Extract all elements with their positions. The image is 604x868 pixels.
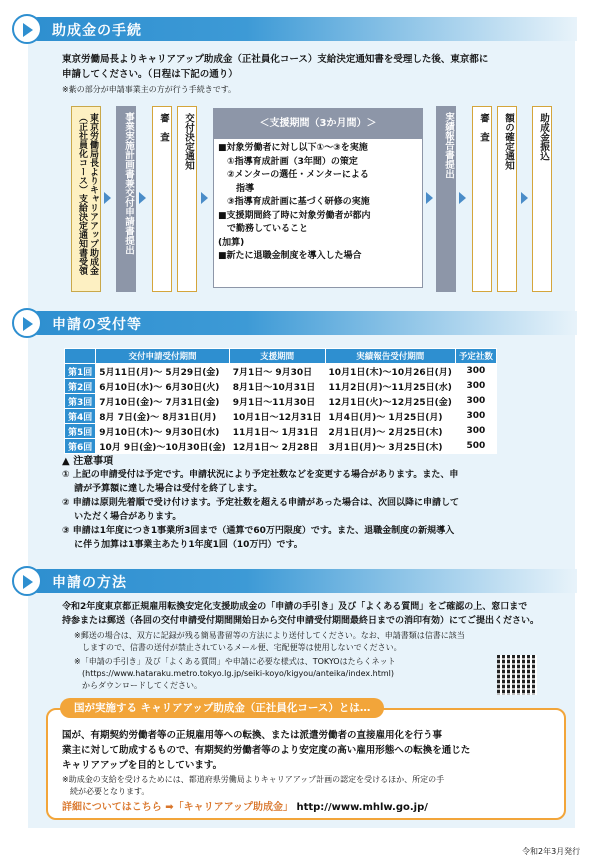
career-up-note-2: 続が必要となります。 xyxy=(62,787,150,796)
arrow-icon xyxy=(12,14,42,44)
career-up-line-1: 国が、有期契約労働者等の正規雇用等への転換、または派遣労働者の直接雇用化を行う事 xyxy=(62,730,443,741)
table-header: 予定社数 xyxy=(455,349,496,364)
table-cell: 10月1日〜12月31日 xyxy=(229,409,325,424)
warning-icon: ▲ xyxy=(62,456,70,467)
method-note-2: しますので、信書の送付が禁止されているメール便、宅配便等は使用しないでください。 xyxy=(74,643,402,652)
flow-arrow xyxy=(201,192,208,204)
table-cell: 1月4日(月)〜 1月25日(月) xyxy=(325,409,455,424)
flow-arrow xyxy=(104,192,111,204)
section-header-method xyxy=(12,566,577,596)
table-cell: 8月1日〜10月31日 xyxy=(229,379,325,394)
method-para-2: 持参または郵送（各回の交付申請受付期間開始日から交付申請受付期間最終日までの消印有効）にてご提出ください。 xyxy=(62,616,540,626)
support-period-box xyxy=(213,108,423,288)
caution-item: いただく場合があります。 xyxy=(62,512,182,522)
table-cell: 2月1日(月)〜 2月25日(木) xyxy=(325,424,455,439)
flow-arrow xyxy=(521,192,528,204)
table-cell: 5月11日(月)〜 5月29日(金) xyxy=(96,364,229,379)
method-note-1: ※郵送の場合は、双方に記録が残る簡易書留等の方法により送付してください。なお、申請書類は信書に該当 xyxy=(74,631,465,640)
section-title: 申請の受付等 xyxy=(52,317,142,333)
career-up-line-2: 業主に対して助成するもので、有期契約労働者等のより安定度の高い雇用形態への転換を通じた xyxy=(62,745,471,756)
caution-item: ① 上記の申請受付は予定です。申請状況により予定社数などを変更する場合があります。また、申 xyxy=(62,470,459,480)
support-line: (加算) xyxy=(218,237,245,248)
table-cell: 300 xyxy=(455,424,496,439)
support-line: ■対象労働者に対し以下①〜③を実施 xyxy=(218,143,368,153)
table-cell: 第6回 xyxy=(65,439,96,454)
table-cell: 300 xyxy=(455,394,496,409)
flow-step-receive-notice: 東京労働局長よりキャリアアップ助成金（正社員化コース）支給決定通知書受領 xyxy=(71,106,101,292)
flow-step-review: 審 査 xyxy=(152,106,172,292)
caution-item: 請が予算額に達した場合は受付を終了します。 xyxy=(62,484,263,494)
table-cell: 11月2日(月)〜11月25日(水) xyxy=(325,379,455,394)
table-cell: 7月10日(金)〜 7月31日(金) xyxy=(96,394,229,409)
table-row xyxy=(65,394,497,409)
intro-note: ※紫の部分が申請事業主の方が行う手続きです。 xyxy=(62,85,237,94)
career-up-link[interactable]: 詳細についてはこちら ➡「キャリアアップ助成金」 http://www.mhlw.go.jp/ xyxy=(62,802,428,813)
table-row xyxy=(65,379,497,394)
table-cell: 500 xyxy=(455,439,496,454)
caution-item: ③ 申請は1年度につき1事業所3回まで（通算で60万円限度）です。また、退職金制度の新規導入 xyxy=(62,526,455,536)
flow-arrow xyxy=(426,192,433,204)
career-up-line-3: キャリアアップを目的としています。 xyxy=(62,760,223,771)
table-cell: 11月1日〜 1月31日 xyxy=(229,424,325,439)
flow-arrow xyxy=(459,192,466,204)
table-row xyxy=(65,424,497,439)
table-cell: 第2回 xyxy=(65,379,96,394)
table-row xyxy=(65,364,497,379)
table-cell: 第4回 xyxy=(65,409,96,424)
table-cell: 300 xyxy=(455,379,496,394)
section-header-procedure xyxy=(12,14,577,44)
schedule-table xyxy=(64,348,497,454)
caution-list xyxy=(62,468,552,552)
method-para-1: 令和2年度東京都正規雇用転換安定化支援助成金の「申請の手引き」及び「よくある質問」をご確認の上、窓口まで xyxy=(62,602,528,612)
intro-line-2: 申請してください。（日程は下記の通り） xyxy=(62,69,238,80)
support-line: ■支援期間終了時に対象労働者が都内 xyxy=(218,210,371,221)
section-title: 申請の方法 xyxy=(52,575,127,591)
support-line: ■新たに退職金制度を導入した場合 xyxy=(218,251,362,261)
flow-step-submit-plan: 事業実施計画書兼交付申請書提出 xyxy=(116,106,136,292)
table-cell: 3月1日(月)〜 3月25日(木) xyxy=(325,439,455,454)
table-header xyxy=(65,349,96,364)
table-cell: 10月1日(木)〜10月26日(月) xyxy=(325,364,455,379)
arrow-icon xyxy=(12,566,42,596)
flow-step-submit-report: 実績報告書提出 xyxy=(436,106,456,292)
table-cell: 300 xyxy=(455,409,496,424)
career-up-tab: 国が実施する キャリアアップ助成金（正社員化コース）とは… xyxy=(60,698,384,718)
table-row xyxy=(65,409,497,424)
table-cell: 8月 7日(金)〜 8月31日(月) xyxy=(96,409,229,424)
support-line: ①指導育成計画（3年間）の策定 xyxy=(218,156,358,167)
caution-item: ② 申請は原則先着順で受け付けます。予定社数を超える申請があった場合は、次回以降に申請して xyxy=(62,498,459,508)
intro-line-1: 東京労働局長よりキャリアアップ助成金（正社員化コース）支給決定通知書を受理した後、東京都に xyxy=(62,54,489,65)
table-cell: 9月1日〜11月30日 xyxy=(229,394,325,409)
table-row xyxy=(65,439,497,454)
method-note-3: ※「申請の手引き」及び「よくある質問」や申請に必要な様式は、TOKYOはたらくネット xyxy=(74,657,396,666)
table-cell: 10月 9日(金)〜10月30日(金) xyxy=(96,439,229,454)
flow-step-amount-notice: 額の確定通知 xyxy=(497,106,517,292)
table-cell: 第3回 xyxy=(65,394,96,409)
flow-step-grant-notice: 交付決定通知 xyxy=(177,106,197,292)
table-cell: 第5回 xyxy=(65,424,96,439)
support-line: 指導 xyxy=(218,183,255,194)
table-cell: 第1回 xyxy=(65,364,96,379)
table-cell: 12月1日(火)〜12月25日(金) xyxy=(325,394,455,409)
flow-step-payment: 助成金振込 xyxy=(532,106,552,292)
support-line: ③指導育成計画に基づく研修の実施 xyxy=(218,197,370,207)
section-title: 助成金の手続 xyxy=(52,23,142,39)
method-note-url[interactable]: (https://www.hataraku.metro.tokyo.lg.jp/seiki-koyo/kigyou/anteika/index.html) xyxy=(74,669,395,678)
flow-step-review-2: 審 査 xyxy=(472,106,492,292)
mhlw-link[interactable]: http://www.mhlw.go.jp/ xyxy=(296,802,428,813)
support-period-body xyxy=(214,139,422,267)
method-note-5: からダウンロードしてください。 xyxy=(74,681,202,690)
section-header-acceptance xyxy=(12,308,577,338)
caution-heading: ▲ 注意事項 xyxy=(62,456,114,467)
qr-code xyxy=(497,655,537,695)
publication-date: 令和2年3月発行 xyxy=(522,847,581,856)
support-period-title: ＜支援期間（3か月間）＞ xyxy=(214,109,422,139)
table-header: 支援期間 xyxy=(229,349,325,364)
table-cell: 9月10日(木)〜 9月30日(水) xyxy=(96,424,229,439)
table-cell: 300 xyxy=(455,364,496,379)
table-header: 実績報告受付期間 xyxy=(325,349,455,364)
support-line: ②メンターの選任・メンターによる xyxy=(218,170,369,180)
career-up-note-1: ※助成金の支給を受けるためには、都道府県労働局よりキャリアアップ計画の認定を受けるほか、所定の手 xyxy=(62,775,445,784)
flow-arrow xyxy=(139,192,146,204)
arrow-icon xyxy=(12,308,42,338)
support-line: で勤務していること xyxy=(218,224,309,234)
table-cell: 7月1日〜 9月30日 xyxy=(229,364,325,379)
caution-item: に伴う加算は1事業主あたり1年度1回（10万円）です。 xyxy=(62,540,303,550)
table-header: 交付申請受付期間 xyxy=(96,349,229,364)
table-cell: 12月1日〜 2月28日 xyxy=(229,439,325,454)
table-cell: 6月10日(水)〜 6月30日(火) xyxy=(96,379,229,394)
